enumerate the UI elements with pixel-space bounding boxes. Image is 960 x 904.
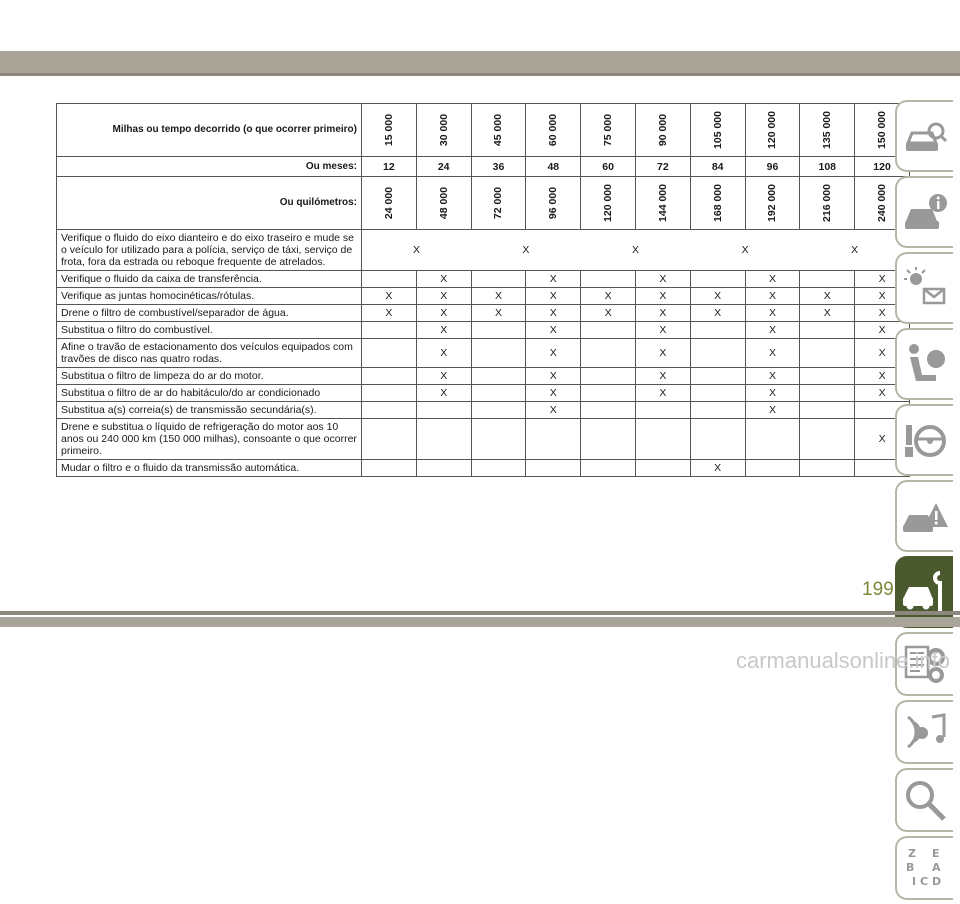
row-mark-cell: X	[635, 288, 690, 305]
svg-text:D: D	[932, 875, 942, 888]
row-mark-cell	[581, 322, 636, 339]
miles-header-cell	[800, 104, 855, 157]
footer-band	[0, 617, 960, 627]
row-mark-cell: X	[855, 419, 910, 460]
months-header-cell: 12	[362, 157, 417, 177]
km-value: 216 000	[821, 184, 834, 222]
table-row	[57, 288, 910, 305]
steering-wheel-icon	[902, 417, 948, 463]
km-header-cell	[635, 177, 690, 230]
row-mark-cell: X	[690, 230, 800, 271]
km-header-cell	[581, 177, 636, 230]
row-mark-cell: X	[855, 305, 910, 322]
row-mark-cell: X	[416, 385, 471, 402]
dashboard-lights-icon	[902, 265, 948, 311]
row-mark-cell	[635, 460, 690, 477]
svg-text:B: B	[906, 861, 915, 874]
row-description: Substitua a(s) correia(s) de transmissão secundária(s).	[57, 402, 362, 419]
chapter-tab-car-info[interactable]	[895, 176, 953, 248]
miles-header-cell	[745, 104, 800, 157]
car-magnifier-icon	[902, 113, 948, 159]
svg-text:C: C	[920, 875, 929, 888]
row-mark-cell: X	[416, 288, 471, 305]
row-mark-cell: X	[635, 271, 690, 288]
row-mark-cell	[416, 402, 471, 419]
row-mark-cell: X	[745, 339, 800, 368]
row-mark-cell: X	[745, 305, 800, 322]
chapter-tab-dashboard-lights[interactable]	[895, 252, 953, 324]
row-mark-cell: X	[526, 271, 581, 288]
miles-header-cell	[471, 104, 526, 157]
header-band	[0, 51, 960, 73]
months-header-cell: 96	[745, 157, 800, 177]
row-mark-cell	[800, 271, 855, 288]
row-description: Afine o travão de estacionamento dos veículos equipados com travões de disco nas quatro rodas.	[57, 339, 362, 368]
row-mark-cell	[471, 460, 526, 477]
row-mark-cell	[745, 419, 800, 460]
row-mark-cell	[800, 385, 855, 402]
row-mark-cell: X	[745, 322, 800, 339]
row-mark-cell	[800, 460, 855, 477]
km-value: 96 000	[547, 186, 560, 220]
row-mark-cell	[362, 419, 417, 460]
km-value: 240 000	[876, 184, 889, 222]
row-mark-cell: X	[635, 339, 690, 368]
row-mark-cell: X	[526, 385, 581, 402]
row-mark-cell: X	[635, 322, 690, 339]
chapter-tab-steering-wheel[interactable]	[895, 404, 953, 476]
row-mark-cell: X	[855, 339, 910, 368]
row-mark-cell: X	[526, 339, 581, 368]
row-mark-cell	[471, 368, 526, 385]
miles-header-cell	[690, 104, 745, 157]
months-header-cell: 48	[526, 157, 581, 177]
row-mark-cell	[526, 419, 581, 460]
row-mark-cell: X	[745, 288, 800, 305]
row-mark-cell	[471, 419, 526, 460]
index-az-icon	[902, 845, 948, 891]
row-mark-cell	[581, 402, 636, 419]
row-mark-cell: X	[526, 305, 581, 322]
miles-header-cell	[581, 104, 636, 157]
row-mark-cell: X	[800, 305, 855, 322]
miles-value: 90 000	[656, 113, 669, 147]
row-mark-cell: X	[855, 271, 910, 288]
row-mark-cell	[800, 402, 855, 419]
row-mark-cell	[362, 460, 417, 477]
chapter-tab-car-magnifier[interactable]	[895, 100, 953, 172]
row-mark-cell: X	[855, 368, 910, 385]
row-mark-cell	[800, 368, 855, 385]
row-description: Drene e substitua o líquido de refrigeração do motor aos 10 anos ou 240 000 km (150 000 milhas), consoante o que ocorrer primeiro.	[57, 419, 362, 460]
row-mark-cell: X	[635, 385, 690, 402]
row-mark-cell: X	[745, 271, 800, 288]
row-mark-cell	[581, 385, 636, 402]
km-header-cell	[362, 177, 417, 230]
km-value: 72 000	[492, 186, 505, 220]
miles-value: 75 000	[602, 113, 615, 147]
row-mark-cell	[416, 460, 471, 477]
row-mark-cell	[745, 460, 800, 477]
row-mark-cell	[362, 271, 417, 288]
row-mark-cell: X	[635, 305, 690, 322]
row-mark-cell	[362, 339, 417, 368]
miles-value: 60 000	[547, 113, 560, 147]
row-description: Substitua o filtro do combustível.	[57, 322, 362, 339]
km-value: 120 000	[602, 184, 615, 222]
row-description: Substitua o filtro de limpeza do ar do motor.	[57, 368, 362, 385]
miles-value: 150 000	[876, 111, 889, 149]
row-mark-cell	[471, 339, 526, 368]
row-mark-cell	[690, 368, 745, 385]
row-mark-cell: X	[526, 288, 581, 305]
row-description: Drene o filtro de combustível/separador de água.	[57, 305, 362, 322]
km-header-cell	[690, 177, 745, 230]
table-row	[57, 230, 910, 271]
months-header-cell: 60	[581, 157, 636, 177]
row-mark-cell: X	[526, 368, 581, 385]
row-mark-cell: X	[800, 230, 910, 271]
row-mark-cell: X	[745, 385, 800, 402]
table-row	[57, 271, 910, 288]
multimedia-icon	[902, 709, 948, 755]
header-row-months	[57, 157, 910, 177]
row-mark-cell	[362, 368, 417, 385]
row-mark-cell	[362, 385, 417, 402]
miles-value: 30 000	[437, 113, 450, 147]
table-row	[57, 460, 910, 477]
months-header-label: Ou meses:	[57, 157, 362, 177]
row-mark-cell	[581, 368, 636, 385]
miles-header-label: Milhas ou tempo decorrido (o que ocorrer primeiro)	[57, 104, 362, 157]
airbag-seat-icon	[902, 341, 948, 387]
chapter-tab-car-warning[interactable]	[895, 480, 953, 552]
row-mark-cell: X	[416, 271, 471, 288]
svg-text:E: E	[932, 847, 940, 860]
table-row	[57, 305, 910, 322]
row-mark-cell	[581, 460, 636, 477]
row-mark-cell	[690, 419, 745, 460]
miles-value: 15 000	[382, 113, 395, 147]
magnifier-icon	[902, 777, 948, 823]
miles-header-cell	[635, 104, 690, 157]
km-header-cell	[416, 177, 471, 230]
row-mark-cell	[362, 322, 417, 339]
row-description: Substitua o filtro de ar do habitáculo/do ar condicionado	[57, 385, 362, 402]
car-warning-icon	[902, 493, 948, 539]
months-header-cell: 120	[855, 157, 910, 177]
row-mark-cell: X	[526, 322, 581, 339]
row-mark-cell	[690, 271, 745, 288]
chapter-tab-index-az[interactable]	[895, 836, 953, 900]
svg-text:I: I	[912, 875, 917, 888]
row-mark-cell: X	[690, 288, 745, 305]
row-mark-cell	[471, 402, 526, 419]
km-value: 168 000	[711, 184, 724, 222]
row-mark-cell: X	[855, 385, 910, 402]
row-description: Verifique as juntas homocinéticas/rótulas.	[57, 288, 362, 305]
table-row	[57, 322, 910, 339]
table-row	[57, 339, 910, 368]
row-mark-cell	[471, 385, 526, 402]
table-row	[57, 385, 910, 402]
row-mark-cell: X	[362, 305, 417, 322]
row-mark-cell	[581, 339, 636, 368]
row-mark-cell	[635, 402, 690, 419]
row-mark-cell	[471, 322, 526, 339]
chapter-tab-airbag-seat[interactable]	[895, 328, 953, 400]
miles-value: 45 000	[492, 113, 505, 147]
maintenance-schedule-table	[56, 103, 910, 477]
km-value: 48 000	[437, 186, 450, 220]
row-description: Mudar o filtro e o fluido da transmissão automática.	[57, 460, 362, 477]
row-mark-cell: X	[526, 402, 581, 419]
row-mark-cell: X	[416, 322, 471, 339]
chapter-tab-multimedia[interactable]	[895, 700, 953, 764]
row-mark-cell: X	[855, 322, 910, 339]
miles-header-cell	[362, 104, 417, 157]
km-value: 192 000	[766, 184, 779, 222]
row-mark-cell: X	[800, 288, 855, 305]
svg-text:Z: Z	[908, 847, 916, 860]
row-mark-cell	[581, 271, 636, 288]
header-row-miles	[57, 104, 910, 157]
months-header-cell: 108	[800, 157, 855, 177]
row-mark-cell: X	[581, 305, 636, 322]
row-mark-cell	[800, 339, 855, 368]
months-header-cell: 36	[471, 157, 526, 177]
row-mark-cell: X	[581, 230, 691, 271]
row-mark-cell	[690, 339, 745, 368]
row-mark-cell	[526, 460, 581, 477]
miles-value: 135 000	[821, 111, 834, 149]
table-row	[57, 368, 910, 385]
row-mark-cell	[800, 419, 855, 460]
row-mark-cell	[581, 419, 636, 460]
months-header-cell: 24	[416, 157, 471, 177]
row-mark-cell	[471, 271, 526, 288]
table-row	[57, 419, 910, 460]
km-value: 144 000	[656, 184, 669, 222]
months-header-cell: 84	[690, 157, 745, 177]
row-mark-cell	[362, 402, 417, 419]
row-mark-cell: X	[690, 305, 745, 322]
row-mark-cell	[416, 419, 471, 460]
months-header-cell: 72	[635, 157, 690, 177]
row-mark-cell	[690, 402, 745, 419]
miles-value: 105 000	[711, 111, 724, 149]
row-mark-cell: X	[635, 368, 690, 385]
row-mark-cell: X	[362, 288, 417, 305]
row-mark-cell: X	[471, 305, 526, 322]
row-mark-cell: X	[416, 368, 471, 385]
footer-band-line	[0, 611, 960, 615]
row-mark-cell: X	[362, 230, 472, 271]
row-mark-cell: X	[471, 230, 581, 271]
km-header-cell	[800, 177, 855, 230]
miles-header-cell	[526, 104, 581, 157]
row-description: Verifique o fluido da caixa de transferência.	[57, 271, 362, 288]
row-mark-cell: X	[690, 460, 745, 477]
row-description: Verifique o fluido do eixo dianteiro e do eixo traseiro e mude se o veículo for utilizado para a polícia, serviço de táxi, serviço de frota, fora da estrada ou reboque frequente de atrelados.	[57, 230, 362, 271]
km-header-cell	[471, 177, 526, 230]
row-mark-cell: X	[581, 288, 636, 305]
row-mark-cell	[635, 419, 690, 460]
table-row	[57, 402, 910, 419]
chapter-tabs	[895, 100, 955, 904]
chapter-tab-magnifier[interactable]	[895, 768, 953, 832]
row-mark-cell: X	[745, 368, 800, 385]
km-value: 24 000	[382, 186, 395, 220]
header-band-line	[0, 73, 960, 76]
row-mark-cell: X	[471, 288, 526, 305]
row-mark-cell	[690, 385, 745, 402]
watermark: carmanualsonline.info	[735, 648, 950, 673]
km-header-label: Ou quilómetros:	[57, 177, 362, 230]
row-mark-cell: X	[745, 402, 800, 419]
page-number: 199	[862, 579, 894, 600]
km-header-cell	[745, 177, 800, 230]
header-row-km	[57, 177, 910, 230]
car-info-icon	[902, 189, 948, 235]
row-mark-cell	[800, 322, 855, 339]
miles-value: 120 000	[766, 111, 779, 149]
row-mark-cell: X	[416, 305, 471, 322]
svg-text:A: A	[932, 861, 941, 874]
km-header-cell	[526, 177, 581, 230]
row-mark-cell: X	[416, 339, 471, 368]
row-mark-cell: X	[855, 288, 910, 305]
car-wrench-icon	[902, 569, 948, 615]
miles-header-cell	[416, 104, 471, 157]
row-mark-cell	[690, 322, 745, 339]
